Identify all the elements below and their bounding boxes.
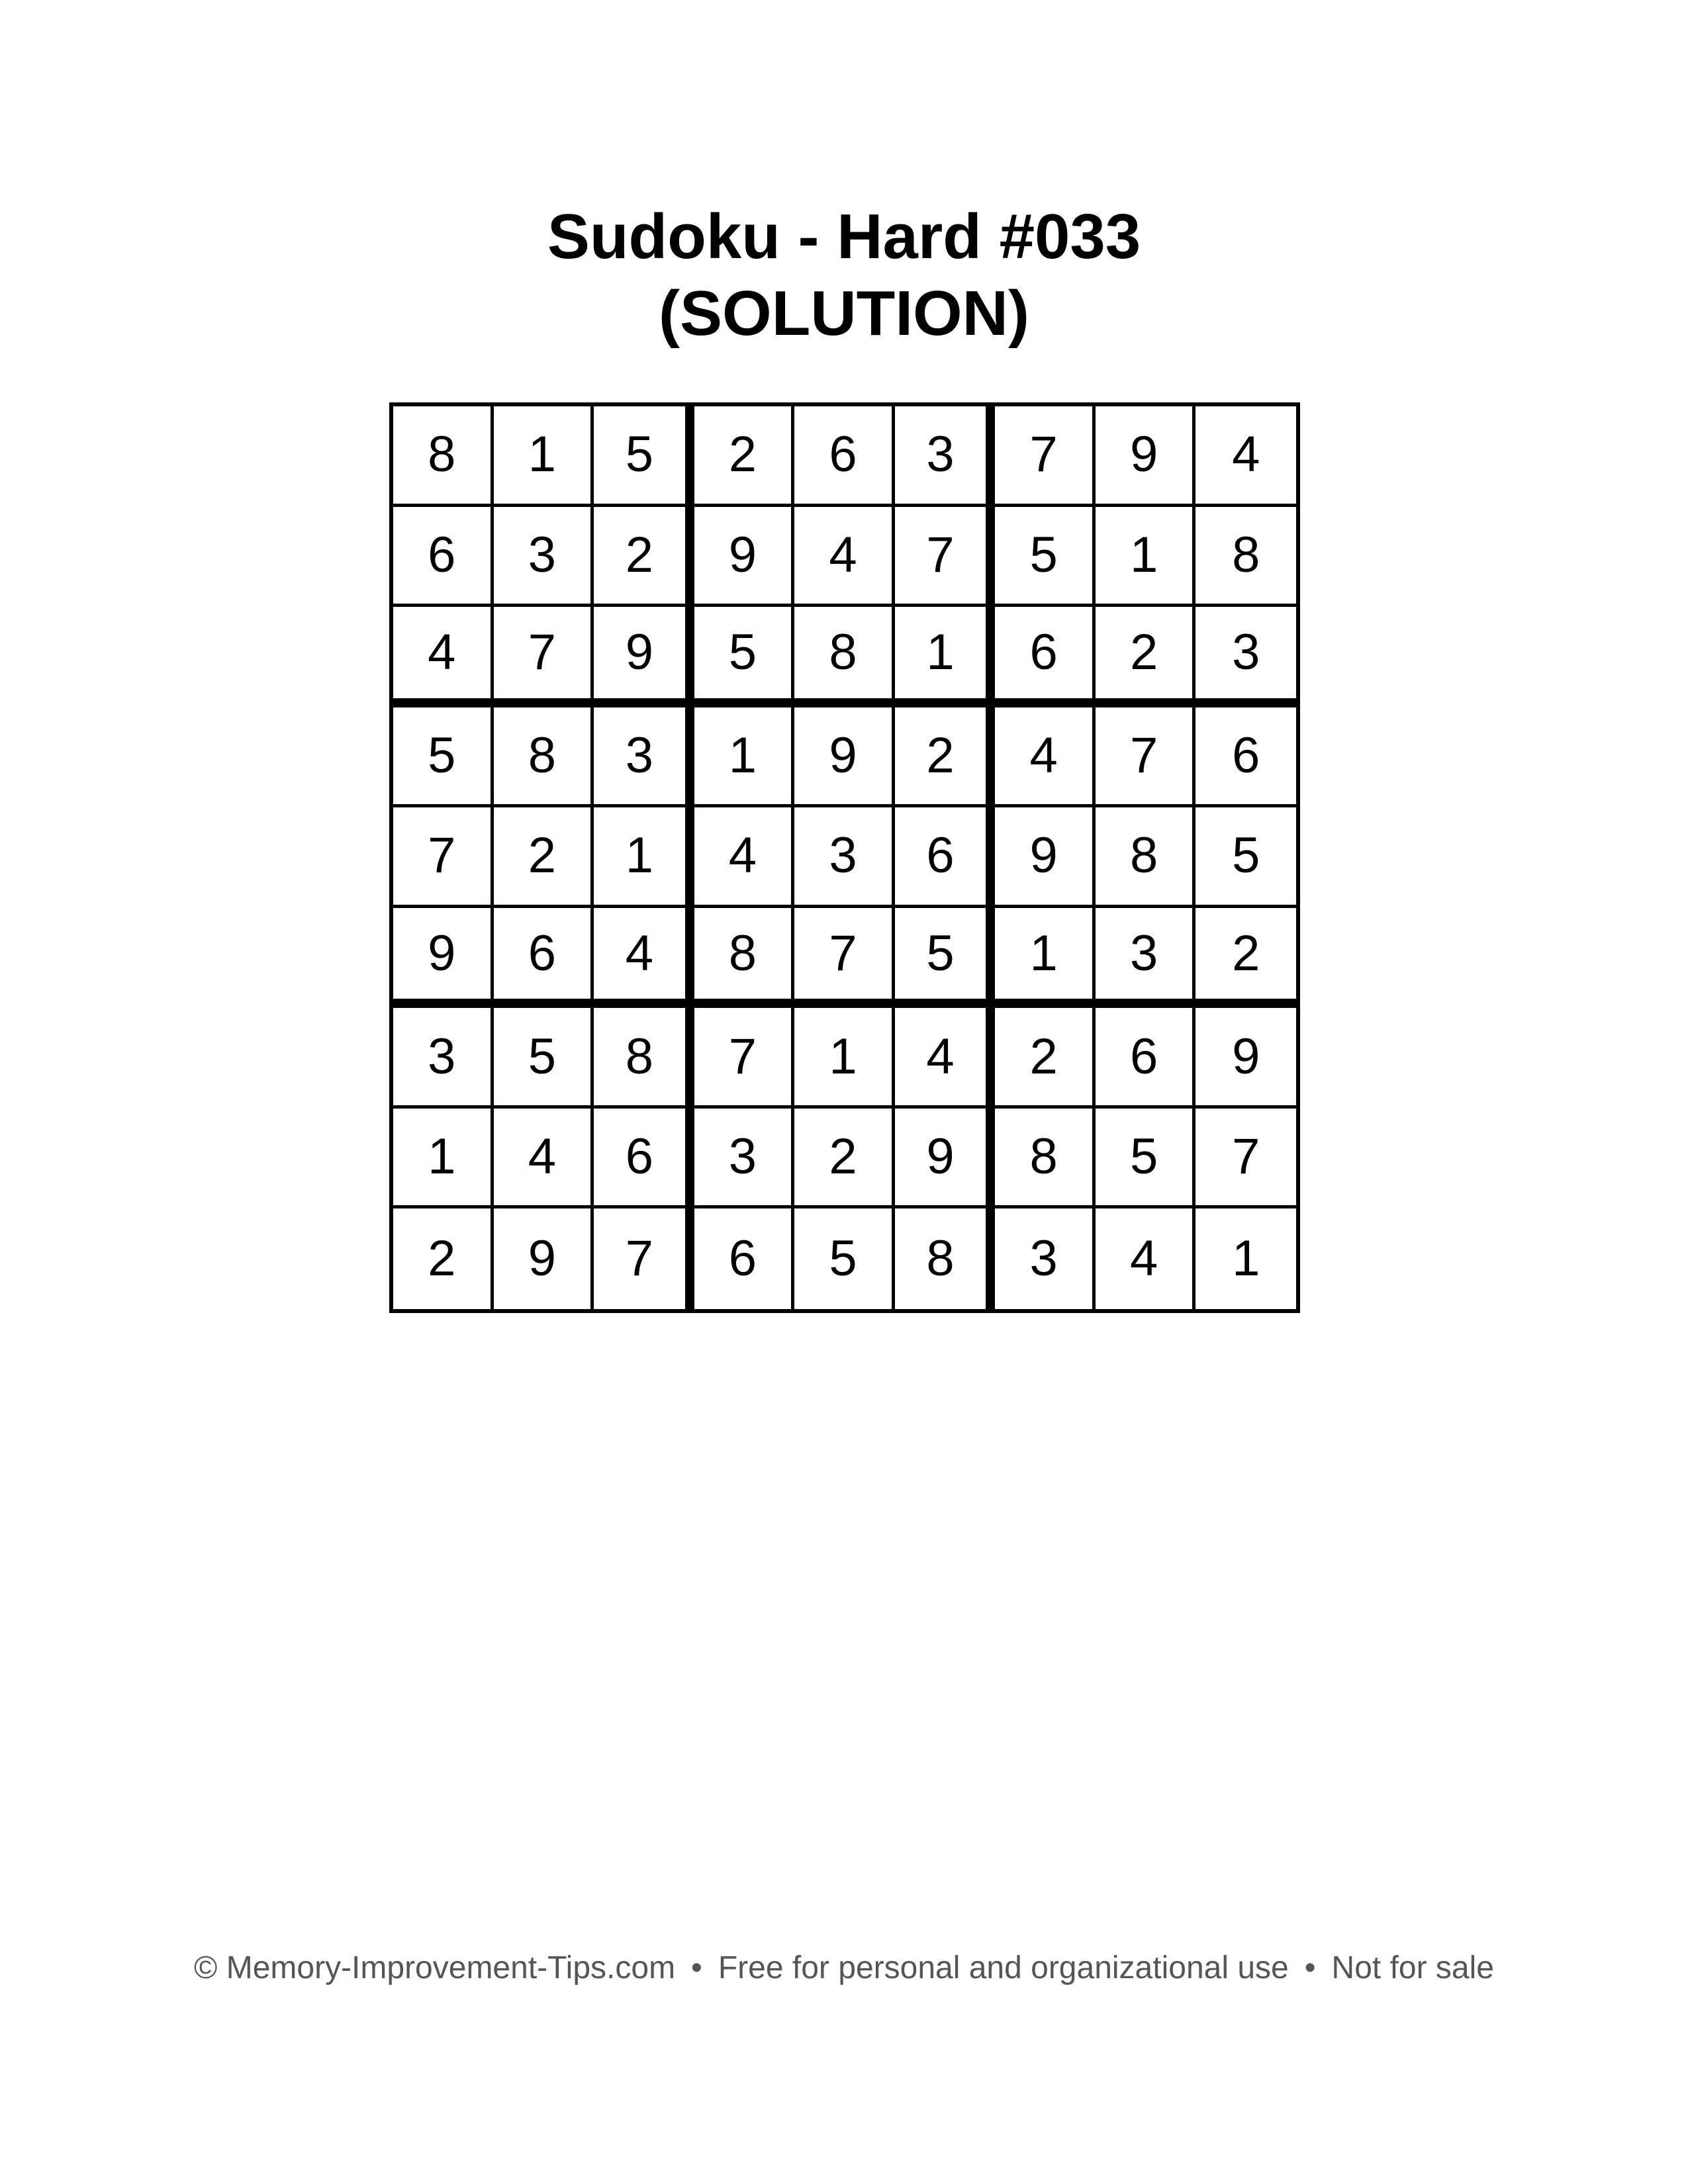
sudoku-cell-r8-c4: 3 <box>694 1109 795 1209</box>
sudoku-cell-r9-c4: 6 <box>694 1208 795 1309</box>
sudoku-cell-r1-c3: 5 <box>594 406 694 507</box>
sudoku-cell-r9-c1: 2 <box>393 1208 494 1309</box>
sudoku-cell-r2-c7: 5 <box>995 507 1096 608</box>
sudoku-cell-r8-c2: 4 <box>494 1109 594 1209</box>
sudoku-board <box>389 402 1300 1313</box>
sudoku-cell-r7-c6: 4 <box>895 1008 996 1109</box>
sudoku-cell-r3-c7: 6 <box>995 607 1096 707</box>
sudoku-cell-r6-c7: 1 <box>995 908 1096 1009</box>
sudoku-cell-r5-c1: 7 <box>393 807 494 908</box>
sudoku-cell-r4-c7: 4 <box>995 707 1096 808</box>
sudoku-cell-r6-c1: 9 <box>393 908 494 1009</box>
sudoku-cell-r6-c5: 7 <box>794 908 895 1009</box>
sudoku-cell-r9-c9: 1 <box>1232 1230 1260 1287</box>
sudoku-cell-r4-c3: 3 <box>594 707 694 808</box>
sudoku-cell-r9-c5: 5 <box>794 1208 895 1309</box>
sudoku-cell-r2-c1: 6 <box>393 507 494 608</box>
sudoku-cell-r3-c5: 8 <box>794 607 895 707</box>
sudoku-cell-r8-c9: 7 <box>1196 1109 1296 1209</box>
sudoku-cell-r9-c3: 7 <box>594 1208 694 1309</box>
sudoku-cell-r2-c9: 8 <box>1196 507 1296 608</box>
sudoku-cell-r5-c4: 4 <box>694 807 795 908</box>
sudoku-cell-r5-c6: 6 <box>895 807 996 908</box>
sudoku-cell-r6-c6: 5 <box>895 908 996 1009</box>
sudoku-cell-r9-c6: 8 <box>895 1208 996 1309</box>
sudoku-cell-r6-c2: 6 <box>494 908 594 1009</box>
sudoku-cell-r2-c4: 9 <box>694 507 795 608</box>
sudoku-cell-r1-c8: 9 <box>1096 406 1196 507</box>
sudoku-cell-r8-c8: 5 <box>1096 1109 1196 1209</box>
page-title <box>0 199 1688 352</box>
sudoku-cell-r1-c1: 8 <box>393 406 494 507</box>
footer-separator: • <box>691 1950 702 1985</box>
sudoku-cell-r3-c4: 5 <box>694 607 795 707</box>
sudoku-cell-r3-c6: 1 <box>895 607 996 707</box>
sudoku-cell-r9-c2: 9 <box>494 1208 594 1309</box>
sudoku-cell-r6-c9: 2 <box>1196 908 1296 1009</box>
sudoku-cell-r1-c5: 6 <box>794 406 895 507</box>
sudoku-cell-r6-c4: 8 <box>694 908 795 1009</box>
sudoku-cell-r7-c3: 8 <box>594 1008 694 1109</box>
footer-copyright: © Memory-Improvement-Tips.com <box>194 1950 676 1985</box>
sudoku-cell-r2-c3: 2 <box>594 507 694 608</box>
sudoku-cell-r1-c4: 2 <box>694 406 795 507</box>
sudoku-cell-r9-c7: 3 <box>995 1208 1096 1309</box>
sudoku-cell-r3-c9: 3 <box>1196 607 1296 707</box>
sudoku-cell-r2-c2: 3 <box>494 507 594 608</box>
sudoku-cell-r7-c4: 7 <box>694 1008 795 1109</box>
sudoku-cell-r5-c2: 2 <box>494 807 594 908</box>
sudoku-cell-r1-c6: 3 <box>895 406 996 507</box>
footer-usage: Free for personal and organizational use <box>718 1950 1289 1985</box>
sudoku-cell-r4-c2: 8 <box>494 707 594 808</box>
sudoku-cell-r4-c1: 5 <box>393 707 494 808</box>
sudoku-cell-r3-c8: 2 <box>1096 607 1196 707</box>
sudoku-cell-r5-c7: 9 <box>995 807 1096 908</box>
sudoku-cell-r9-c8: 4 <box>1096 1208 1196 1309</box>
sudoku-cell-r7-c9: 9 <box>1196 1008 1296 1109</box>
sudoku-cell-r7-c2: 5 <box>494 1008 594 1109</box>
sudoku-cell-r5-c9: 5 <box>1196 807 1296 908</box>
sudoku-cell-r4-c6: 2 <box>895 707 996 808</box>
sudoku-cell-r4-c5: 9 <box>794 707 895 808</box>
sudoku-cell-r8-c7: 8 <box>995 1109 1096 1209</box>
title-line-2: (SOLUTION) <box>659 278 1029 349</box>
sudoku-cell-r1-c2: 1 <box>494 406 594 507</box>
sudoku-cell-r8-c6: 9 <box>895 1109 996 1209</box>
sudoku-cell-r8-c5: 2 <box>794 1109 895 1209</box>
sudoku-cell-r7-c5: 1 <box>794 1008 895 1109</box>
footer-separator: • <box>1304 1950 1316 1985</box>
sudoku-cell-r3-c3: 9 <box>594 607 694 707</box>
sudoku-cell-r5-c3: 1 <box>594 807 694 908</box>
sudoku-cell-r2-c6: 7 <box>895 507 996 608</box>
sudoku-cell-r2-c5: 4 <box>794 507 895 608</box>
sudoku-cell-r4-c4: 1 <box>694 707 795 808</box>
sudoku-cell-r1-c7: 7 <box>995 406 1096 507</box>
sudoku-cell-r3-c1: 4 <box>393 607 494 707</box>
sudoku-cell-r8-c1: 1 <box>393 1109 494 1209</box>
footer-sale: Not for sale <box>1331 1950 1494 1985</box>
sudoku-cell-r3-c2: 7 <box>494 607 594 707</box>
sudoku-cell-r2-c8: 1 <box>1096 507 1196 608</box>
sudoku-cell-r7-c7: 2 <box>995 1008 1096 1109</box>
sudoku-cell-r7-c8: 6 <box>1096 1008 1196 1109</box>
sudoku-cell-r1-c9: 4 <box>1196 406 1296 507</box>
sudoku-cell-r6-c8: 3 <box>1096 908 1196 1009</box>
sudoku-cell-r7-c1: 3 <box>393 1008 494 1109</box>
sudoku-cell-r4-c8: 7 <box>1096 707 1196 808</box>
sudoku-cell-r8-c3: 6 <box>594 1109 694 1209</box>
sudoku-cell-r5-c5: 3 <box>794 807 895 908</box>
sudoku-cell-r4-c9: 6 <box>1196 707 1296 808</box>
sudoku-cell-r5-c8: 8 <box>1096 807 1196 908</box>
sudoku-cell-r6-c3: 4 <box>594 908 694 1009</box>
title-line-1: Sudoku - Hard #033 <box>547 201 1141 272</box>
footer <box>0 1948 1688 1988</box>
